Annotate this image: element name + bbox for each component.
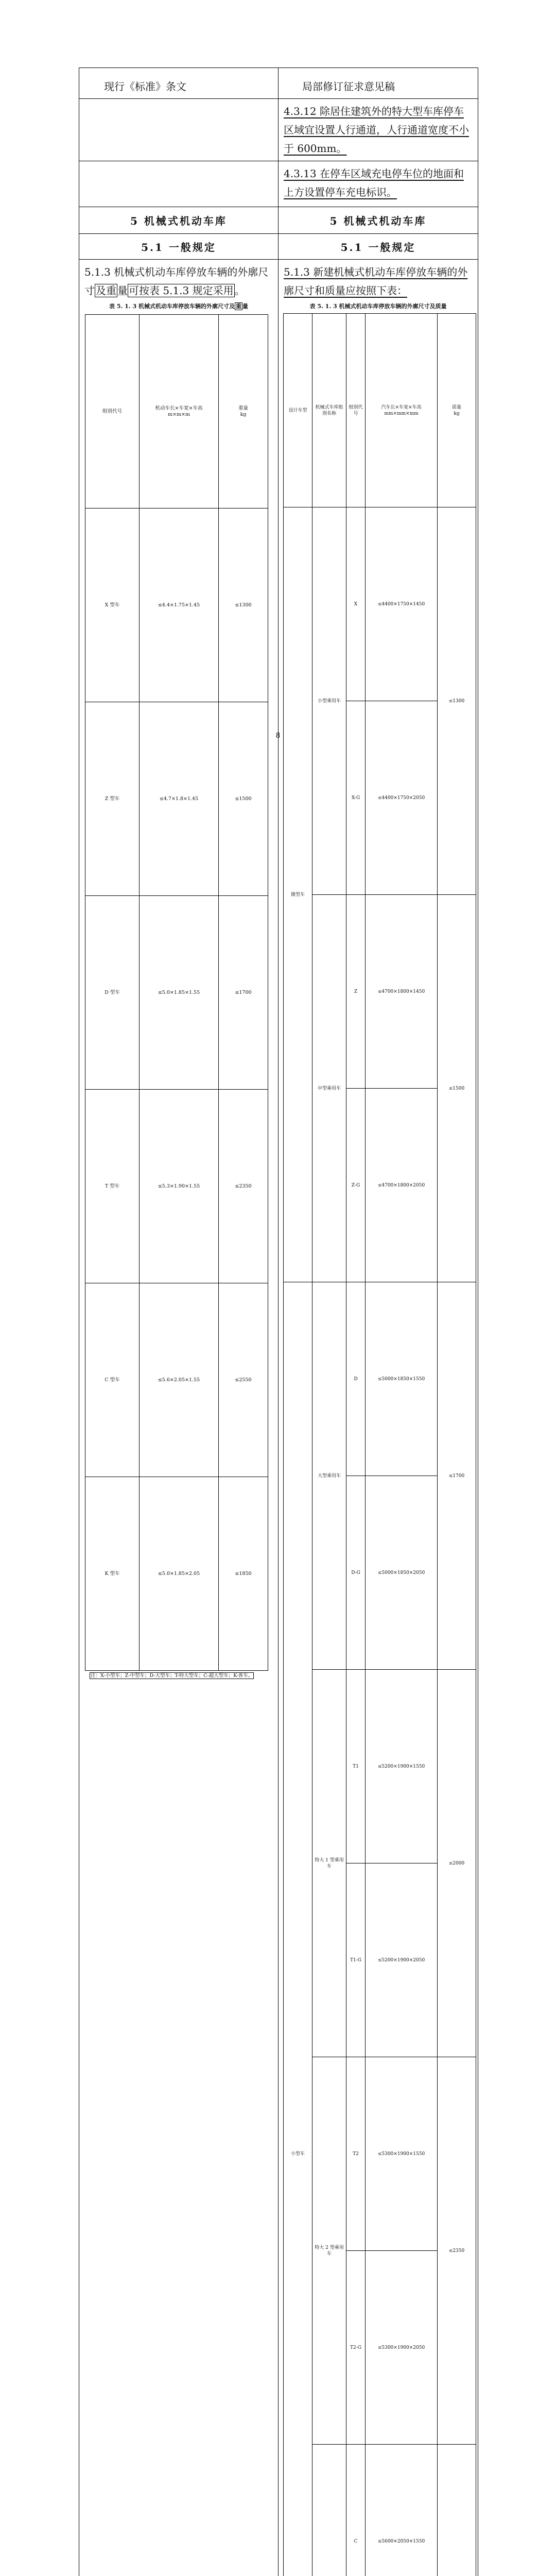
- left-table-caption: 表 5. 1. 3 机械式机动车库停放车辆的外廓尺寸及 重 量: [79, 302, 278, 310]
- section-5-1-right: 5.1 一般规定: [279, 234, 478, 260]
- right-table-caption: 表 5. 1. 3 机械式机动车库停放车辆的外廓尺寸及质量: [279, 302, 478, 310]
- section-5-1-row: [79, 234, 478, 260]
- section-5-left: 5 机械式机动车库: [79, 207, 279, 234]
- left-table-note: 注：X-小型车；Z-中型车；D-大型车；T-特大型车；C-超大型车；K-客车。: [90, 1672, 254, 1679]
- table-row: T 型车 ≤5.3×1.90×1.55 ≤2350: [85, 1090, 268, 1283]
- section-5-1-left: 5.1 一般规定: [79, 234, 279, 260]
- table-row: T1-G ≤5200×1900×2050: [284, 1863, 476, 2057]
- page-number: 8: [0, 732, 556, 740]
- table-row: X-G ≤4400×1750×2050: [284, 701, 476, 895]
- row-4-3-13: [79, 161, 478, 207]
- row-5-1-3: [79, 260, 478, 2576]
- table-row: C ≤5600×2050×1550: [284, 2445, 476, 2576]
- table-row: K 型车 ≤5.0×1.85×2.05 ≤1850: [85, 1477, 268, 1671]
- table-row: 中型乘用车 Z ≤4700×1800×1450 ≤1500: [284, 895, 476, 1089]
- clause-5-1-3-current: 5.1.3 机械式机动车库停放车辆的外廓尺寸 及重 量 可按表 5.1.3 规定采用 。: [79, 260, 278, 300]
- section-5-row: [79, 207, 478, 234]
- header-current: 现行《标准》条文: [79, 68, 279, 99]
- header-revision: 局部修订征求意见稿: [279, 68, 478, 99]
- section-5-right: 5 机械式机动车库: [279, 207, 478, 234]
- comparison-table: [79, 67, 478, 2576]
- row-4-3-12: [79, 99, 478, 161]
- clause-4-3-12: 4.3.12 除居住建筑外的特大型车库停车区域宜设置人行通道，人行通道宽度不小于 600mm。: [284, 105, 469, 155]
- table-row: Z 型车 ≤4.7×1.8×1.45 ≤1500: [85, 702, 268, 896]
- right-size-table: 设计车型 机械式车库组别名称 组别代号 汽车长×车宽×车高 mm×mm×mm 质量 kg 微型车 小型乘用车 X ≤4400×1750×1450 ≤1300 X-G ≤4400×1750×2050 中型乘用车 Z ≤4700×1800×1450 ≤1500 Z-G ≤4700×1800×2050 小型车 大型乘用车 D ≤5000×1850×1550 ≤1700 D-G ≤5000×1850×2050 特大 1 型乘用车 T1 ≤5200×1900×1550 ≤2000 T1-G ≤5200×1900×2050 特大 2 型乘用车 T2 ≤5300×1900×1550 ≤2350 T2-G ≤5300×1900×2050 C ≤5600×2050×1550: [283, 313, 476, 2576]
- table-row: D 型车 ≤5.0×1.85×1.55 ≤1700: [85, 896, 268, 1090]
- table-row: D-G ≤5000×1850×2050: [284, 1476, 476, 1670]
- left-size-table: 组别代号 机动车长×车宽×车高 m×m×m 重量 kg X 型车 ≤4.4×1.75×1.45 ≤1300 Z 型车 ≤4.7×1.8×1.45 ≤1500 D 型车 ≤5.0×1.85×1.55 ≤1700 T 型车 ≤5.3×1.90×1.55 ≤2350 C 型车 ≤5.6×2.05×1.55 ≤2550 K 型车 ≤5.0×1.85×2.05 ≤1850: [85, 314, 268, 1671]
- table-row: Z-G ≤4700×1800×2050: [284, 1089, 476, 1282]
- header-row: [79, 68, 478, 99]
- table-row: C 型车 ≤5.6×2.05×1.55 ≤2550: [85, 1283, 268, 1477]
- cell-empty: [79, 99, 279, 161]
- table-row: 特大 1 型乘用车 T1 ≤5200×1900×1550 ≤2000: [284, 1670, 476, 1863]
- table-row: 小型车 大型乘用车 D ≤5000×1850×1550 ≤1700: [284, 1282, 476, 1476]
- table-row: 微型车 小型乘用车 X ≤4400×1750×1450 ≤1300: [284, 507, 476, 701]
- table-row: T2-G ≤5300×1900×2050: [284, 2251, 476, 2445]
- clause-4-3-13: 4.3.13 在停车区域充电停车位的地面和上方设置停车充电标识。: [284, 167, 464, 198]
- table-row: X 型车 ≤4.4×1.75×1.45 ≤1300: [85, 509, 268, 702]
- clause-5-1-3-revision: 5.1.3 新建机械式机动车库停放车辆的外廓尺寸和质量应按照下表：: [284, 266, 467, 297]
- cell-empty: [79, 161, 279, 207]
- table-row: 特大 2 型乘用车 T2 ≤5300×1900×1550 ≤2350: [284, 2057, 476, 2251]
